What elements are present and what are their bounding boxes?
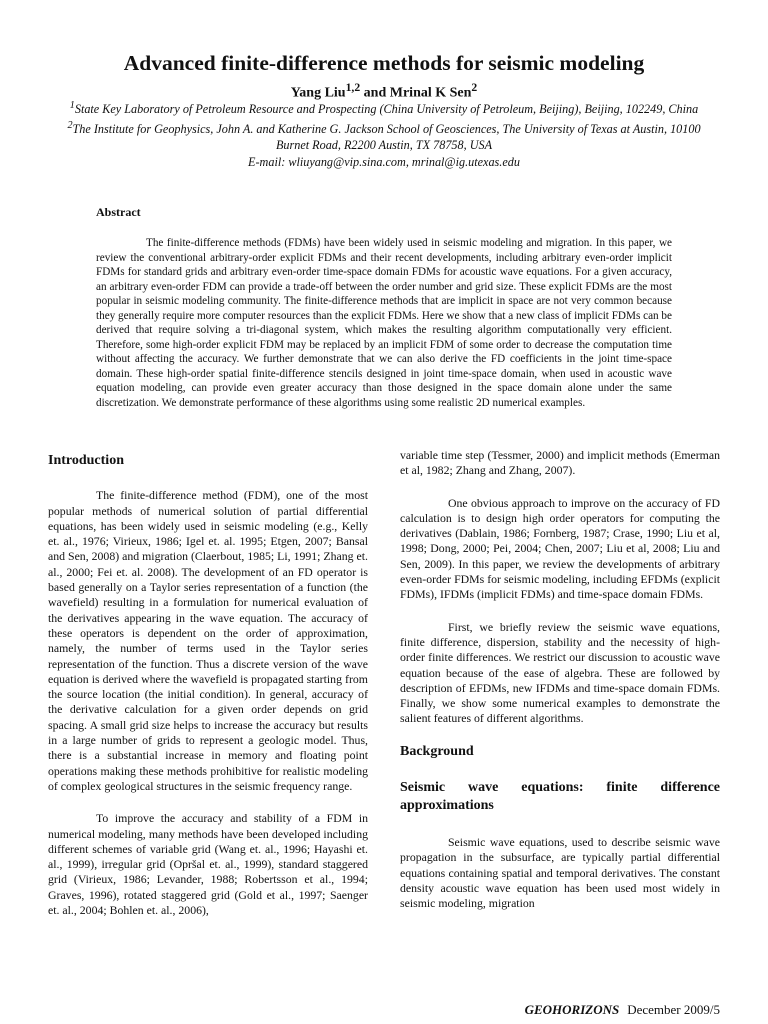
paper-title: Advanced finite-difference methods for seismic modeling bbox=[123, 51, 645, 75]
affiliation-mark: 2 bbox=[67, 119, 73, 131]
affiliation-1 bbox=[44, 98, 724, 118]
introduction-paragraph-continued: variable time step (Tessmer, 2000) and implicit methods (Emerman et al, 1982; Zhang and Zhang, 2007). bbox=[400, 448, 720, 478]
author-1-affil-mark: 1,2 bbox=[345, 81, 361, 94]
affiliation-mark: 1 bbox=[69, 100, 75, 111]
introduction-paragraph-3: One obvious approach to improve on the accuracy of FD calculation is to design high order operators for computing the derivatives (Dablain, 1986; Fornberg, 1987; Crase, 1990; Liu et al, 1998; Dong, 2000; Pei, 2004; Chen, 2007; Liu et al, 2008; Liu and Sen, 2009). In this paper, we review the developments of arbitrary even-order FDMs for seismic modeling, including EFDMs (explicit FDMs), IFDMs (implicit FDMs) and time-space domain FDMs. bbox=[400, 495, 720, 602]
left-column bbox=[48, 448, 368, 935]
right-column bbox=[400, 448, 720, 929]
author-joiner: and bbox=[360, 85, 390, 101]
author-2: Mrinal K Sen bbox=[389, 85, 472, 101]
journal-name: GEOHORIZONS bbox=[524, 1002, 620, 1017]
introduction-paragraph-1: The finite-difference method (FDM), one of the most popular methods of numerical solution of partial differential equations, has been widely used in seismic modeling (e.g., Kelly et. al., 1976; Virieux, 1986; Igel et. al. 1995; Etgen, 2007; Bansal and Sen, 2008) and migration (Claerbout, 1985; Li, 1991; Zhang et. al., 2000; Fei et. al. 2008). The development of an FD operator is based generally on a Taylor series representation of a function (the wavefield) resulting in a formulation for numerical evaluation of the derivatives appearing in the wave equation. The accuracy of these operators is dependent on the order of approximation, namely, the number of terms used in the Taylor series representation of the function. Thus a discrete version of the wave equation is derived where the wavefield is propagated starting from the source location (the initial condition). In general, accuracy of the derivative calculation for a given order depends on grid spacing. A small grid size helps to increase the accuracy but results in a large number of grids to represent a geologic model. Thus, there is a substantial increase in memory and floating point operations making these methods prohibitive for realistic modeling of complex geological structures in the seismic frequency range. bbox=[48, 488, 368, 793]
affiliation-text: The Institute for Geophysics, John A. and Katherine G. Jackson School of Geosciences, The University of Texas at Austin, 10100 bbox=[72, 121, 701, 136]
affiliations bbox=[44, 98, 724, 170]
affiliation-2 bbox=[44, 118, 724, 138]
abstract-heading: Abstract bbox=[96, 205, 141, 219]
seismic-wave-equations-subheading: Seismic wave equations: finite difference approximations bbox=[400, 780, 720, 814]
author-1: Yang Liu bbox=[290, 85, 346, 101]
affiliation-2-address: Burnet Road, R2200 Austin, TX 78758, USA bbox=[275, 138, 493, 153]
introduction-paragraph-2: To improve the accuracy and stability of a FDM in numerical modeling, many methods have been developed including different schemes of variable grid (Wang et. al., 1996; Hayashi et. al., 1999), irregular grid (Opršal et. al., 1999), standard staggered grid (Virieux, 1986; Levander, 1988; Robertsson et al., 1994; Graves, 1996), rotated staggered grid (Gold et al., 1997; Saenger et. al., 2004; Bohlen et. al., 2006), bbox=[48, 811, 368, 918]
author-2-affil-mark: 2 bbox=[471, 81, 478, 94]
page-footer bbox=[525, 1002, 720, 1018]
issue-page-number: December 2009/5 bbox=[627, 1002, 720, 1017]
background-paragraph-1: Seismic wave equations, used to describe seismic wave propagation in the subsurface, are typically partial differential equations containing spatial and temporal derivatives. The constant density acoustic wave equation has been used most widely in seismic modeling, migration bbox=[400, 835, 720, 911]
affiliation-text: State Key Laboratory of Petroleum Resource and Prospecting (China University of Petroleum, Beijing), Beijing, 102249, China bbox=[74, 102, 699, 117]
abstract-body: The finite-difference methods (FDMs) have been widely used in seismic modeling and migration. In this paper, we review the conventional arbitrary-order explicit FDMs and their recent developments, including arbitrary even-order implicit FDMs for standard grids and arbitrary even-order time-space domain FDMs for acoustic wave equations. For a given accuracy, an arbitrary even-order FDM can provide a trade-off between the order number and grid size. These explicit FDMs are the most popular in seismic modeling community. The finite-difference methods that are implicit in space are not very common because they generally require more computer resources than the explicit FDMs. Here we show that a new class of implicit FDMs can be derived that require solving a tri-diagonal system, which makes the resulting algorithm computationally very efficient. Therefore, some high-order explicit FDM may be replaced by an implicit FDM of some order to decrease the computation time without affecting the accuracy. We further demonstrate that we can also derive the FD coefficients in the joint time-space domain. These high-order spatial finite-difference stencils designed in joint time-space domain, when used in acoustic wave equation modeling, can provide even greater accuracy than those designed in the space domain alone under the same discretization. We demonstrate performance of these algorithms using some realistic 2D numerical examples. bbox=[96, 237, 672, 409]
introduction-heading: Introduction bbox=[48, 453, 124, 468]
introduction-paragraph-4: First, we briefly review the seismic wave equations, finite difference, dispersion, stability and the necessity of high-order finite differences. We restrict our discussion to acoustic wave equation because of the ease of algebra. These are followed by description of EFDMs, new IFDMs and time-space domain FDMs. Finally, we show some numerical examples to demonstrate the salient features of different algorithms. bbox=[400, 619, 720, 726]
contact-email: E-mail: wliuyang@vip.sina.com, mrinal@ig.utexas.edu bbox=[248, 154, 520, 169]
background-heading: Background bbox=[400, 743, 474, 759]
